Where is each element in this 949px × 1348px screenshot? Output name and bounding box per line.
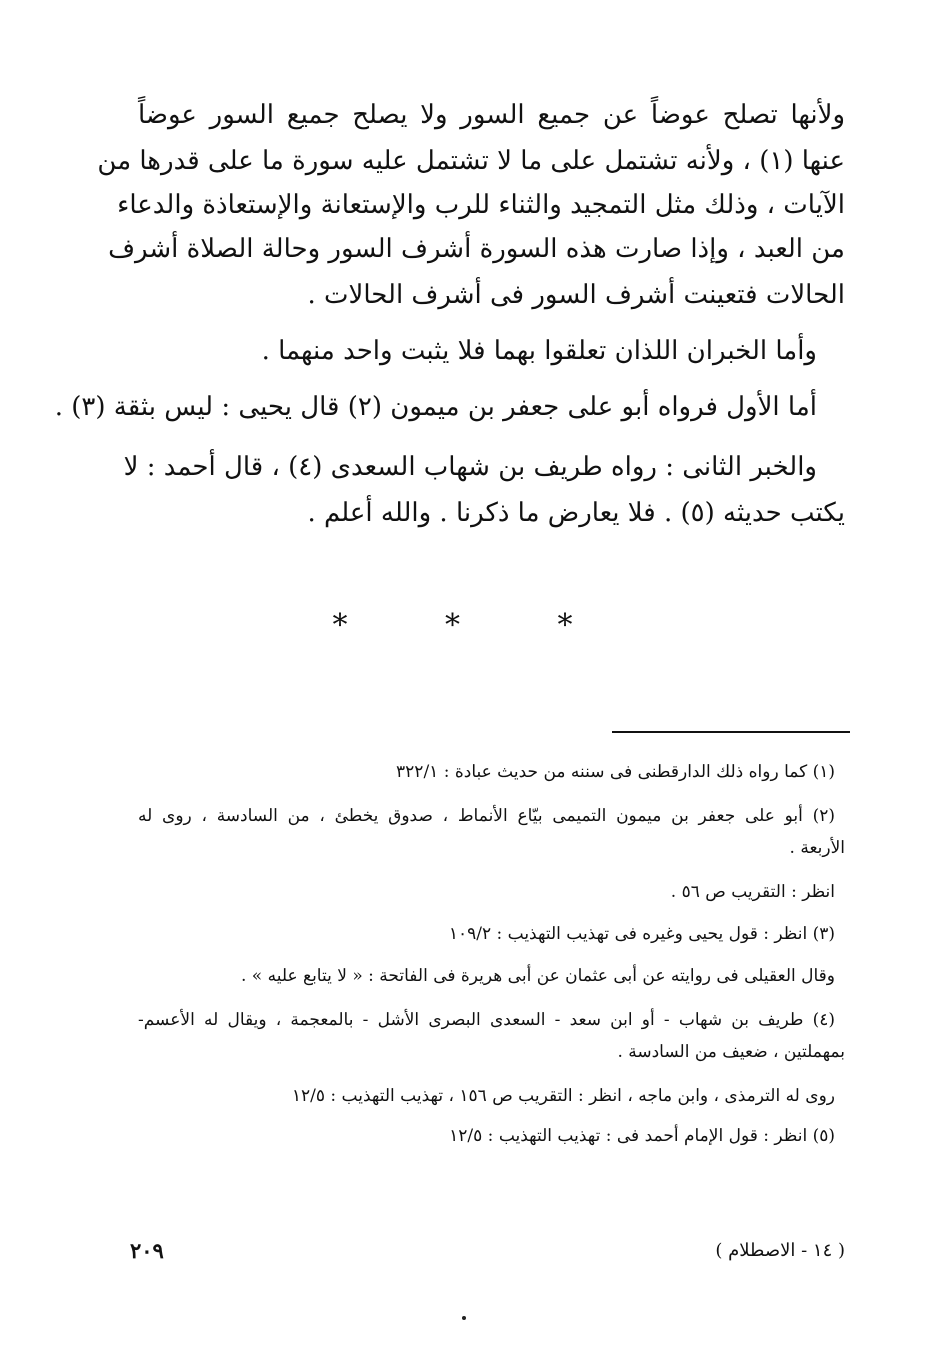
paragraph-first-report: أما الأول فرواه أبو على جعفر بن ميمون (٢) قال يحيى : ليس بثقة (٣) . <box>54 392 817 422</box>
section-separator: * * * <box>332 608 617 643</box>
paragraph-second-report-line-2: يكتب حديثه (٥) . فلا يعارض ما ذكرنا . والله أعلم . <box>307 498 845 528</box>
running-head: ( ١٤ - الاصطلام ) <box>715 1240 845 1261</box>
footnote-2-reference: انظر : التقريب ص ٥٦ . <box>670 882 835 902</box>
footnote-5: (٥) انظر : قول الإمام أحمد فى : تهذيب التهذيب : ١٢/٥ <box>449 1126 835 1146</box>
footnote-1: (١) كما رواه ذلك الدارقطنى فى سننه من حديث عبادة : ٣٢٢/١ <box>396 762 835 782</box>
footnote-4-line-1: (٤) طريف بن شهاب - أو ابن سعد - السعدى البصرى الأشل - بالمعجمة ، ويقال له الأعسم- <box>138 1010 835 1030</box>
footnote-3: (٣) انظر : قول يحيى وغيره فى تهذيب التهذيب : ١٠٩/٢ <box>448 924 835 944</box>
body-line-4: من العبد ، وإذا صارت هذه السورة أشرف السور وحالة الصلاة أشرف <box>108 234 845 264</box>
print-mark <box>462 1316 466 1320</box>
body-line-3: الآيات ، وذلك مثل التمجيد والثناء للرب والإستعانة والإستعاذة والدعاء <box>117 190 845 220</box>
footnote-4-line-2: بمهملتين ، ضعيف من السادسة . <box>617 1042 845 1062</box>
body-line-1: ولأنها تصلح عوضاً عن جميع السور ولا يصلح جميع السور عوضاً <box>138 100 845 130</box>
footnote-2-line-2: الأربعة . <box>789 838 845 858</box>
body-line-2: عنها (١) ، ولأنه تشتمل على ما لا تشتمل عليه سورة ما على قدرها من <box>97 146 845 176</box>
footnote-2-line-1: (٢) أبو على جعفر بن ميمون التميمى بيّاع الأنماط ، صدوق يخطئ ، من السادسة ، روى له <box>138 806 835 826</box>
footnote-3-extra: وقال العقيلى فى روايته عن أبى عثمان عن أبى هريرة فى الفاتحة : « لا يتابع عليه » . <box>241 966 835 986</box>
page-number: ٢٠٩ <box>130 1238 164 1263</box>
footnote-rule <box>612 731 850 733</box>
body-line-5: الحالات فتعينت أشرف السور فى أشرف الحالات . <box>307 280 845 310</box>
paragraph-second-report-line-1: والخبر الثانى : رواه طريف بن شهاب السعدى (٤) ، قال أحمد : لا <box>123 452 817 482</box>
paragraph-khabaran: وأما الخبران اللذان تعلقوا بهما فلا يثبت واحد منهما . <box>261 336 817 366</box>
footnote-4-reference: روى له الترمذى ، وابن ماجه ، انظر : التقريب ص ١٥٦ ، تهذيب التهذيب : ١٢/٥ <box>291 1086 835 1106</box>
